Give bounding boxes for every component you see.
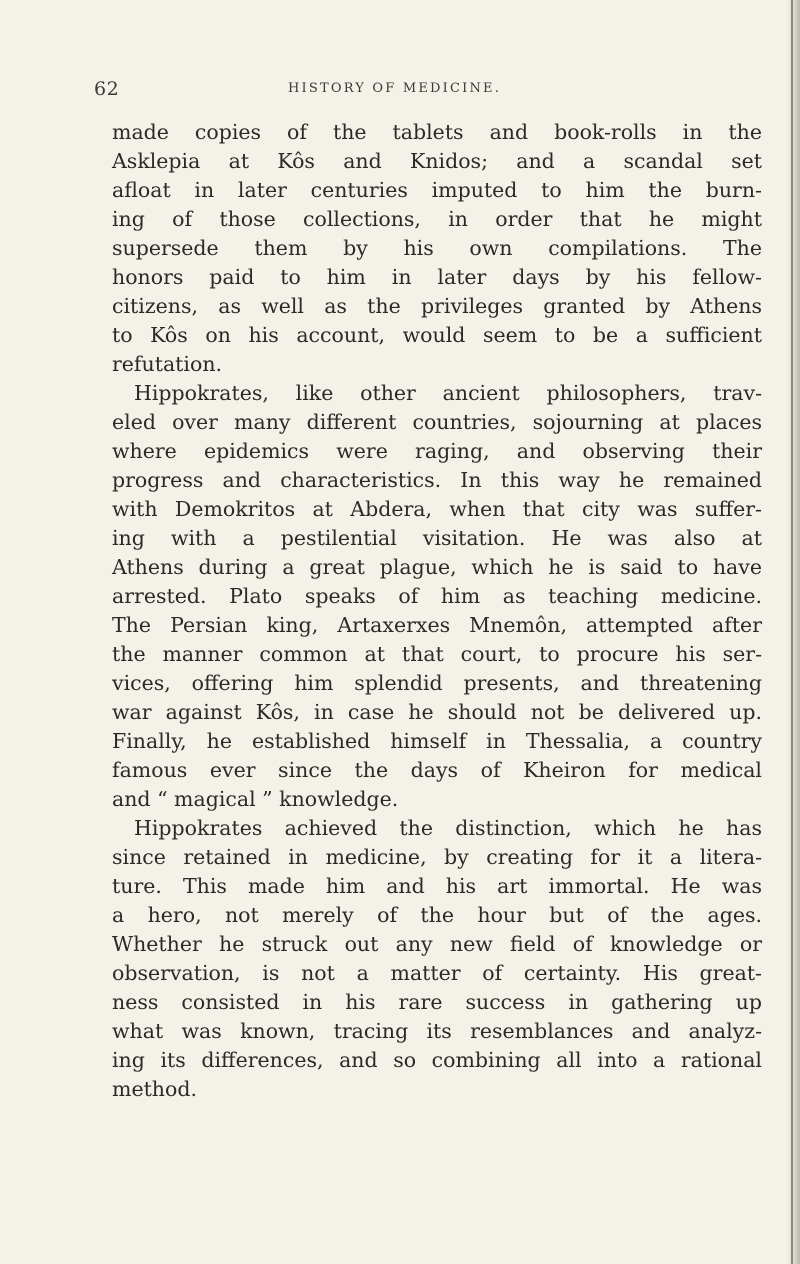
text-line: The Persian king, Artaxerxes Mnemôn, attempted after xyxy=(112,613,762,637)
text-line: arrested. Plato speaks of him as teaching medicine. xyxy=(112,584,762,608)
text-line: honors paid to him in later days by his fellow- xyxy=(112,265,762,289)
text-line: Hippokrates achieved the distinction, which he has xyxy=(134,816,762,840)
text-line: progress and characteristics. In this way he remained xyxy=(112,468,762,492)
running-head xyxy=(0,78,800,100)
text-line: afloat in later centuries imputed to him the burn- xyxy=(112,178,762,202)
text-line: ing of those collections, in order that he might xyxy=(112,207,762,231)
text-line: vices, offering him splendid presents, and threatening xyxy=(112,671,762,695)
text-line: ing with a pestilential visitation. He was also at xyxy=(112,526,762,550)
page-number: 62 xyxy=(94,78,120,100)
text-line: method. xyxy=(112,1077,197,1101)
text-line: made copies of the tablets and book-rolls in the xyxy=(112,120,762,144)
text-line: war against Kôs, in case he should not be delivered up. xyxy=(112,700,762,724)
text-line: to Kôs on his account, would seem to be a sufficient xyxy=(112,323,762,347)
text-line: Whether he struck out any new field of knowledge or xyxy=(112,932,762,956)
text-line: observation, is not a matter of certainty. His great- xyxy=(112,961,762,985)
text-line: ture. This made him and his art immortal. He was xyxy=(112,874,762,898)
text-line: Hippokrates, like other ancient philosophers, trav- xyxy=(134,381,762,405)
text-line: refutation. xyxy=(112,352,223,376)
text-line: famous ever since the days of Kheiron for medical xyxy=(112,758,762,782)
text-line: and “ magical ” knowledge. xyxy=(112,787,399,811)
header-title: HISTORY OF MEDICINE. xyxy=(288,81,502,96)
text-line: Finally, he established himself in Thessalia, a country xyxy=(112,729,762,753)
text-line: since retained in medicine, by creating for it a litera- xyxy=(112,845,762,869)
text-line: a hero, not merely of the hour but of the ages. xyxy=(112,903,762,927)
page-edge-shadow xyxy=(786,0,800,1264)
text-line: what was known, tracing its resemblances and analyz- xyxy=(112,1019,762,1043)
text-line: with Demokritos at Abdera, when that city was suffer- xyxy=(112,497,762,521)
text-line: citizens, as well as the privileges granted by Athens xyxy=(112,294,762,318)
text-line: eled over many different countries, sojourning at places xyxy=(112,410,762,434)
body-text xyxy=(112,118,762,1104)
text-line: the manner common at that court, to procure his ser- xyxy=(112,642,762,666)
text-line: Asklepia at Kôs and Knidos; and a scandal set xyxy=(112,149,762,173)
text-line: supersede them by his own compilations. The xyxy=(112,236,762,260)
text-line: ness consisted in his rare success in gathering up xyxy=(112,990,762,1014)
text-line: ing its differences, and so combining all into a rational xyxy=(112,1048,762,1072)
text-line: Athens during a great plague, which he is said to have xyxy=(112,555,762,579)
page-edge-line xyxy=(791,0,793,1264)
text-line: where epidemics were raging, and observing their xyxy=(112,439,762,463)
